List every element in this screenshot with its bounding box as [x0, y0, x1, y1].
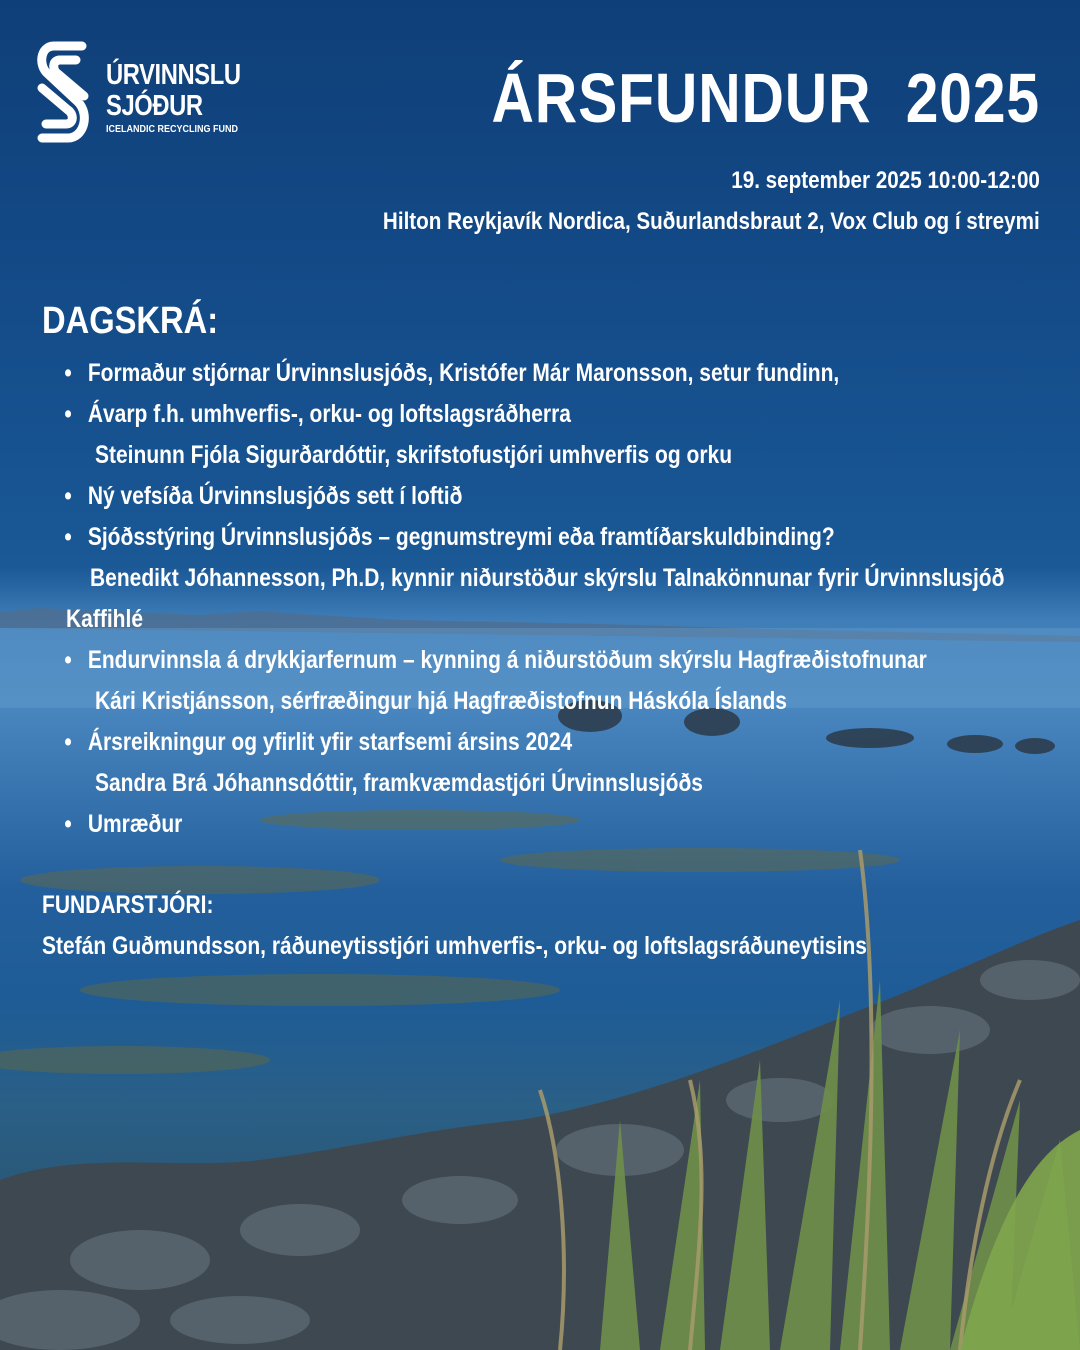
agenda-item-speaker: Benedikt Jóhannesson, Ph.D, kynnir niðurstöður skýrslu Talnakönnunar fyrir Úrvinnslusjóð: [90, 564, 1005, 592]
logo-line-3: ICELANDIC RECYCLING FUND: [106, 124, 239, 135]
logo-line-2: SJÓÐUR: [106, 90, 203, 122]
agenda-item-title: Endurvinnsla á drykkjarfernum – kynning á niðurstöðum skýrslu Hagfræðistofnunar: [87, 646, 927, 674]
agenda-item: [66, 481, 462, 511]
agenda-item: [66, 358, 839, 388]
agenda-break: Kaffihlé: [66, 605, 144, 633]
agenda-item: [66, 727, 572, 757]
recycling-fund-s-logo-icon: [32, 38, 94, 148]
chair-heading: FUNDARSTJÓRI:: [42, 891, 214, 919]
agenda-item: [66, 399, 571, 429]
agenda-item-title: Umræður: [87, 810, 183, 838]
agenda-item-title: Ávarp f.h. umhverfis-, orku- og loftslagsráðherra: [87, 400, 571, 428]
agenda-item-speaker: Kári Kristjánsson, sérfræðingur hjá Hagfræðistofnun Háskóla Íslands: [95, 687, 787, 715]
agenda-item-speaker: Sandra Brá Jóhannsdóttir, framkvæmdastjóri Úrvinnslusjóðs: [95, 769, 703, 797]
agenda-item: [66, 522, 835, 552]
event-title: ÁRSFUNDUR 2025: [491, 59, 1040, 137]
chair-name: Stefán Guðmundsson, ráðuneytisstjóri umhverfis-, orku- og loftslagsráðuneytisins: [42, 932, 867, 960]
agenda-item-title: Formaður stjórnar Úrvinnslusjóðs, Kristófer Már Maronsson, setur fundinn,: [87, 359, 840, 387]
agenda-item-title: Ný vefsíða Úrvinnslusjóðs sett í loftið: [87, 482, 463, 510]
agenda-item: [66, 809, 182, 839]
agenda-item-title: Sjóðsstýring Úrvinnslusjóðs – gegnumstreymi eða framtíðarskuldbinding?: [87, 523, 835, 551]
agenda-item-speaker: Steinunn Fjóla Sigurðardóttir, skrifstofustjóri umhverfis og orku: [95, 441, 733, 469]
logo-wordmark: [106, 60, 270, 136]
event-venue: Hilton Reykjavík Nordica, Suðurlandsbraut 2, Vox Club og í streymi: [383, 208, 1040, 235]
agenda-item-title: Ársreikningur og yfirlit yfir starfsemi ársins 2024: [87, 728, 573, 756]
agenda-heading: DAGSKRÁ:: [42, 300, 219, 342]
agenda-item: [66, 645, 927, 675]
logo-line-1: ÚRVINNSLU: [106, 59, 241, 91]
event-date: 19. september 2025 10:00-12:00: [731, 167, 1040, 194]
